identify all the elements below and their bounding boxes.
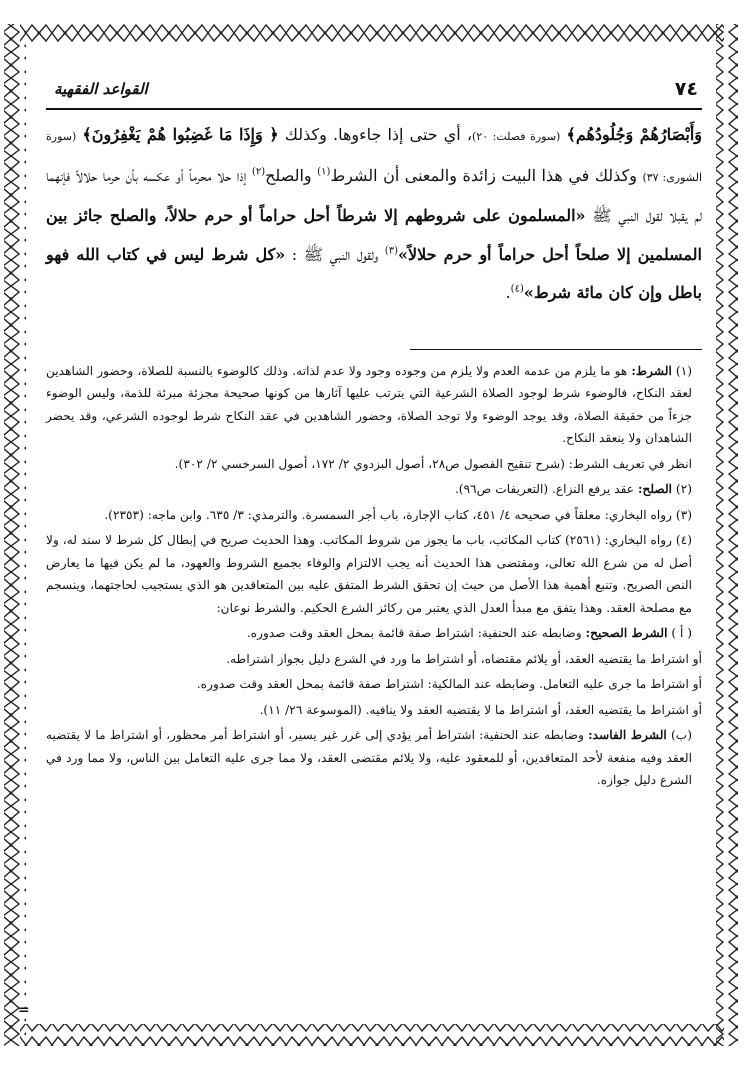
footnote-3: (٣) رواه البخاري: معلقاً في صحيحه ٤/ ٤٥١، كتاب الإجارة، باب أجر السمسرة. والترمذي: ٣/ ٦٣٥. وابن ماجه: (٢٣٥٣). [104, 507, 692, 522]
footnote-term: الصلح: [637, 482, 673, 496]
verse-reference: (سورة الشورى: ٣٧) [46, 130, 703, 184]
item-label: (ب) [671, 728, 693, 742]
footnote-4: (٤) رواه البخاري: (٢٥٦١) كتاب المكاتب، باب ما يجوز من شروط المكاتب. وهذا الحديث صريح في إبطال كل شرط لا سند له، ولا أصل له من شرع الله تعالى، ومقتضى هذا الحديث أنه يجب الالتزام والوفاء بجميع الشروط والعهود، ما لم يكن فيها ما يعارض النص الصريح. وتنبع أهمية هذا الأصل من حيث إن تحقق الشرط المتفق عليه بين المتعاقدين هو الذي يستجيب لحاجتهما، وينسجم مع مصلحة العقد. وهذا يتفق مع مبدأ العدل الذي يعتبر من ركائز الشرع الحكيم. والشرط نوعان: [46, 533, 692, 615]
item-label: ( أ ) [671, 626, 692, 640]
condition-type-b [46, 724, 702, 792]
footnote-1 [46, 360, 702, 450]
running-header [46, 78, 702, 110]
footnote-text: هو ما يلزم من عدمه العدم ولا يلزم من وجوده وجود ولا عدم لذاته. وذلك كالوضوء بالنسبة للصلاة، وحضور الشاهدين لعقد النكاح، فالوضوء شرط لوجود الصلاة الشرعية التي يترتب عليها آثارها من كونها صحيحة مجزئة مبرئة للذمة، وليس الوضوء جزءاً من حقيقة الصلاة، وقد يوجد الوضوء ولا توجد الصلاة، وحضور الشاهدين في عقد النكاح شرط لوجوده الشرعي، وقد يحضر الشاهدان ولا ينعقد النكاح. [46, 363, 692, 445]
main-text [46, 116, 702, 313]
verse-reference: (سورة فصلت: ٢٠) [471, 130, 561, 143]
footnote-marker: (١) [317, 166, 331, 178]
quran-verse: ﴿ وَإِذَا مَا غَضِبُوا هُمْ يَغْفِرُونَ﴾ [82, 125, 279, 144]
footnote-number: (١) [675, 363, 692, 378]
footnote-marker: (٤) [510, 283, 524, 295]
footnote-number: (٢) [675, 482, 692, 496]
main-paragraph [46, 116, 702, 313]
hadith-quote: «كل شرط ليس في كتاب الله فهو باطل وإن كان مائة شرط» [46, 244, 702, 302]
footnote-1-references: انظر في تعريف الشرط: (شرح تنقيح الفصول ص٢٨، أصول البزدوي ٢/ ١٧٢، أصول السرخسي ٢/ ٣٠٢). [174, 456, 692, 471]
quran-verse: وَأَبْصَارُهُمْ وَجُلُودُهُم﴾ [566, 125, 702, 144]
continuation-mark: = [18, 1002, 30, 1018]
footnotes [46, 360, 702, 792]
main-text-span: ولقول النبي ﷺ : [291, 244, 379, 264]
footnote-marker: (٣) [384, 245, 398, 257]
footnote-term: الشرط الصحيح: [585, 626, 668, 640]
footnote-text: عقد يرفع النزاع. (التعريفات ص٩٦). [454, 482, 635, 496]
condition-line: أو اشتراط ما يقتضيه العقد، أو اشتراط ما لا يقتضيه العقد ولا ينافيه. (الموسوعة ٢٦/ ١١). [259, 702, 702, 717]
footnote-text: وضابطه عند الحنفية: اشتراط صفة قائمة بمحل العقد وقت صدوره. [246, 626, 582, 640]
condition-line: أو اشتراط ما يقتضيه العقد، أو يلائم مقتضاه، أو اشتراط ما ورد في الشرع دليل بجواز اشتراطه. [226, 651, 702, 666]
footnote-2 [46, 478, 702, 501]
hadith-quote: «المسلمون على شروطهم إلا شرطاً أحل حراماً أو حرم حلالاً، والصلح جائز بين المسلمين إلا صلحاً أحل حراماً أو حرم حلالاً» [46, 206, 703, 264]
footnote-separator [410, 349, 702, 350]
footnote-marker: (٢) [251, 166, 266, 178]
page-number: ٧٤ [674, 78, 698, 100]
main-text-span: إذا حلا محرماً أو عكسه بأن حرما حلالاً فإنهما لم يقبلا لقول النبي ﷺ [46, 165, 702, 225]
running-title: القواعد الفقهية [54, 80, 148, 98]
main-text-span: . [505, 283, 511, 302]
footnote-term: الشرط الفاسد: [588, 728, 667, 742]
main-text-span: وكذلك في هذا البيت زائدة والمعنى أن الشرط [330, 165, 637, 185]
book-page [46, 78, 702, 795]
main-text-span: والصلح [265, 165, 312, 185]
footnote-text: وضابطه عند الحنفية: اشتراط أمر يؤدي إلى غرر غير يسير، أو اشتراط أمر محظور، أو اشتراط ما لا يقتضيه العقد وفيه منفعة لأحد المتعاقدين، أو للمعقود عليه، ولا يلائم مقتضى العقد، ولا مما جرى عليه التعامل بين الناس، ولا مما ورد في الشرع دليل جوازه. [46, 728, 692, 787]
condition-type-a [46, 622, 702, 645]
condition-line: أو اشتراط ما جرى عليه التعامل. وضابطه عند المالكية: اشتراط صفة قائمة بمحل العقد وقت صدوره. [196, 677, 702, 691]
footnote-term: الشرط: [631, 363, 672, 378]
main-text-span: ، أي حتى إذا جاءوها. وكذلك [284, 125, 472, 144]
